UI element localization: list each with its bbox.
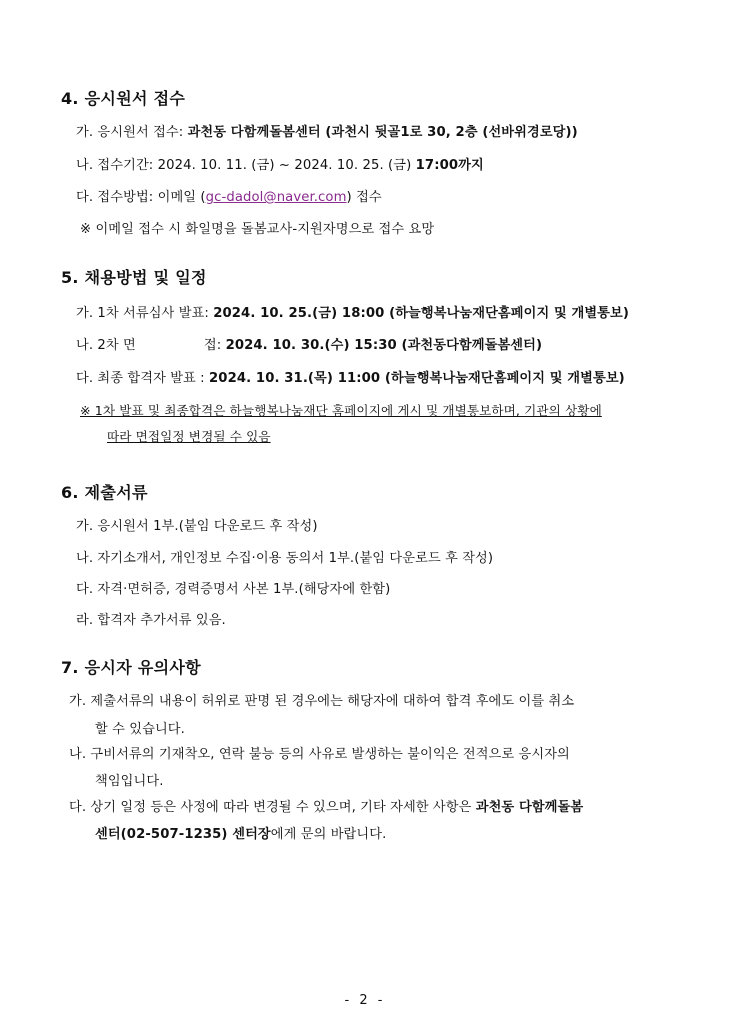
s7-item-c-line-2	[95, 823, 386, 842]
s5-item-a-value: 2024. 10. 25.(금) 18:00 (하늘행복나눔재단홈페이지 및 개별통보)	[213, 306, 629, 321]
page-number: - 2 -	[344, 993, 386, 1008]
s5-note-line-1: ※ 1차 발표 및 최종합격은 하늘행복나눔재단 홈페이지에 게시 및 개별통보하며, 기관의 상황에	[80, 403, 602, 418]
s4-note: ※ 이메일 접수 시 화일명을 돌봄교사-지원자명으로 접수 요망	[80, 222, 435, 237]
s5-item-b-label: 나. 2차 면	[76, 338, 136, 353]
s5-item-c	[76, 367, 625, 386]
s4-item-a-value: 과천동 다함께돌봄센터 (과천시 뒷골1로 30, 2층 (선바위경로당))	[187, 125, 578, 140]
s7-item-b-line-2: 책임입니다.	[95, 774, 164, 789]
s5-item-c-label: 다. 최종 합격자 발표 :	[76, 371, 210, 386]
section-7-title: 7. 응시자 유의사항	[61, 658, 201, 677]
s6-item-a: 가. 응시원서 1부.(붙임 다운로드 후 작성)	[76, 519, 318, 534]
s5-item-b-value: 2024. 10. 30.(수) 15:30 (과천동다함께돌봄센터)	[225, 338, 543, 353]
s5-note-line-2: 따라 면접일정 변경될 수 있음	[107, 429, 271, 444]
s5-item-a	[76, 302, 629, 321]
s7-item-c-text: 다. 상기 일정 등은 사정에 따라 변경될 수 있으며, 기타 자세한 사항은	[69, 800, 476, 815]
s4-item-c-label: 다. 접수방법: 이메일 (	[76, 190, 206, 205]
email-link[interactable]: gc-dadol@naver.com	[205, 190, 347, 205]
section-4-title: 4. 응시원서 접수	[61, 89, 186, 108]
s6-item-d: 라. 합격자 추가서류 있음.	[76, 613, 226, 628]
s7-item-c-center-name: 과천동 다함께돌봄	[475, 800, 584, 815]
s5-item-a-label: 가. 1차 서류심사 발표:	[76, 306, 214, 321]
s7-item-c-suffix: 에게 문의 바랍니다.	[270, 827, 387, 842]
s5-item-c-value: 2024. 10. 31.(목) 11:00 (하늘행복나눔재단홈페이지 및 개별통보)	[209, 371, 625, 386]
s7-item-c-line-1	[69, 796, 583, 815]
s5-item-b-label-end: 접:	[203, 338, 226, 353]
s6-item-b: 나. 자기소개서, 개인정보 수집·이용 동의서 1부.(붙임 다운로드 후 작성)	[76, 551, 494, 566]
s7-item-c-contact: 센터(02-507-1235) 센터장	[95, 827, 271, 842]
section-5-title: 5. 채용방법 및 일정	[61, 268, 207, 287]
s4-item-c-suffix: ) 접수	[346, 190, 382, 205]
s5-item-b	[76, 334, 542, 353]
s4-item-b-label: 나. 접수기간: 2024. 10. 11. (금) ~ 2024. 10. 25. (금)	[76, 158, 416, 173]
s4-item-c	[76, 186, 382, 205]
s4-item-a	[76, 121, 578, 140]
s7-item-b-line-1: 나. 구비서류의 기재착오, 연락 불능 등의 사유로 발생하는 불이익은 전적으로 응시자의	[69, 747, 570, 762]
s4-item-b	[76, 154, 484, 173]
s4-item-a-label: 가. 응시원서 접수:	[76, 125, 188, 140]
section-6-title: 6. 제출서류	[61, 483, 148, 502]
s7-item-a-line-2: 할 수 있습니다.	[95, 722, 185, 737]
s6-item-c: 다. 자격·면허증, 경력증명서 사본 1부.(해당자에 한함)	[76, 582, 391, 597]
s4-item-b-deadline: 17:00까지	[415, 158, 484, 173]
s7-item-a-line-1: 가. 제출서류의 내용이 허위로 판명 된 경우에는 해당자에 대하여 합격 후에도 이를 취소	[69, 694, 575, 709]
